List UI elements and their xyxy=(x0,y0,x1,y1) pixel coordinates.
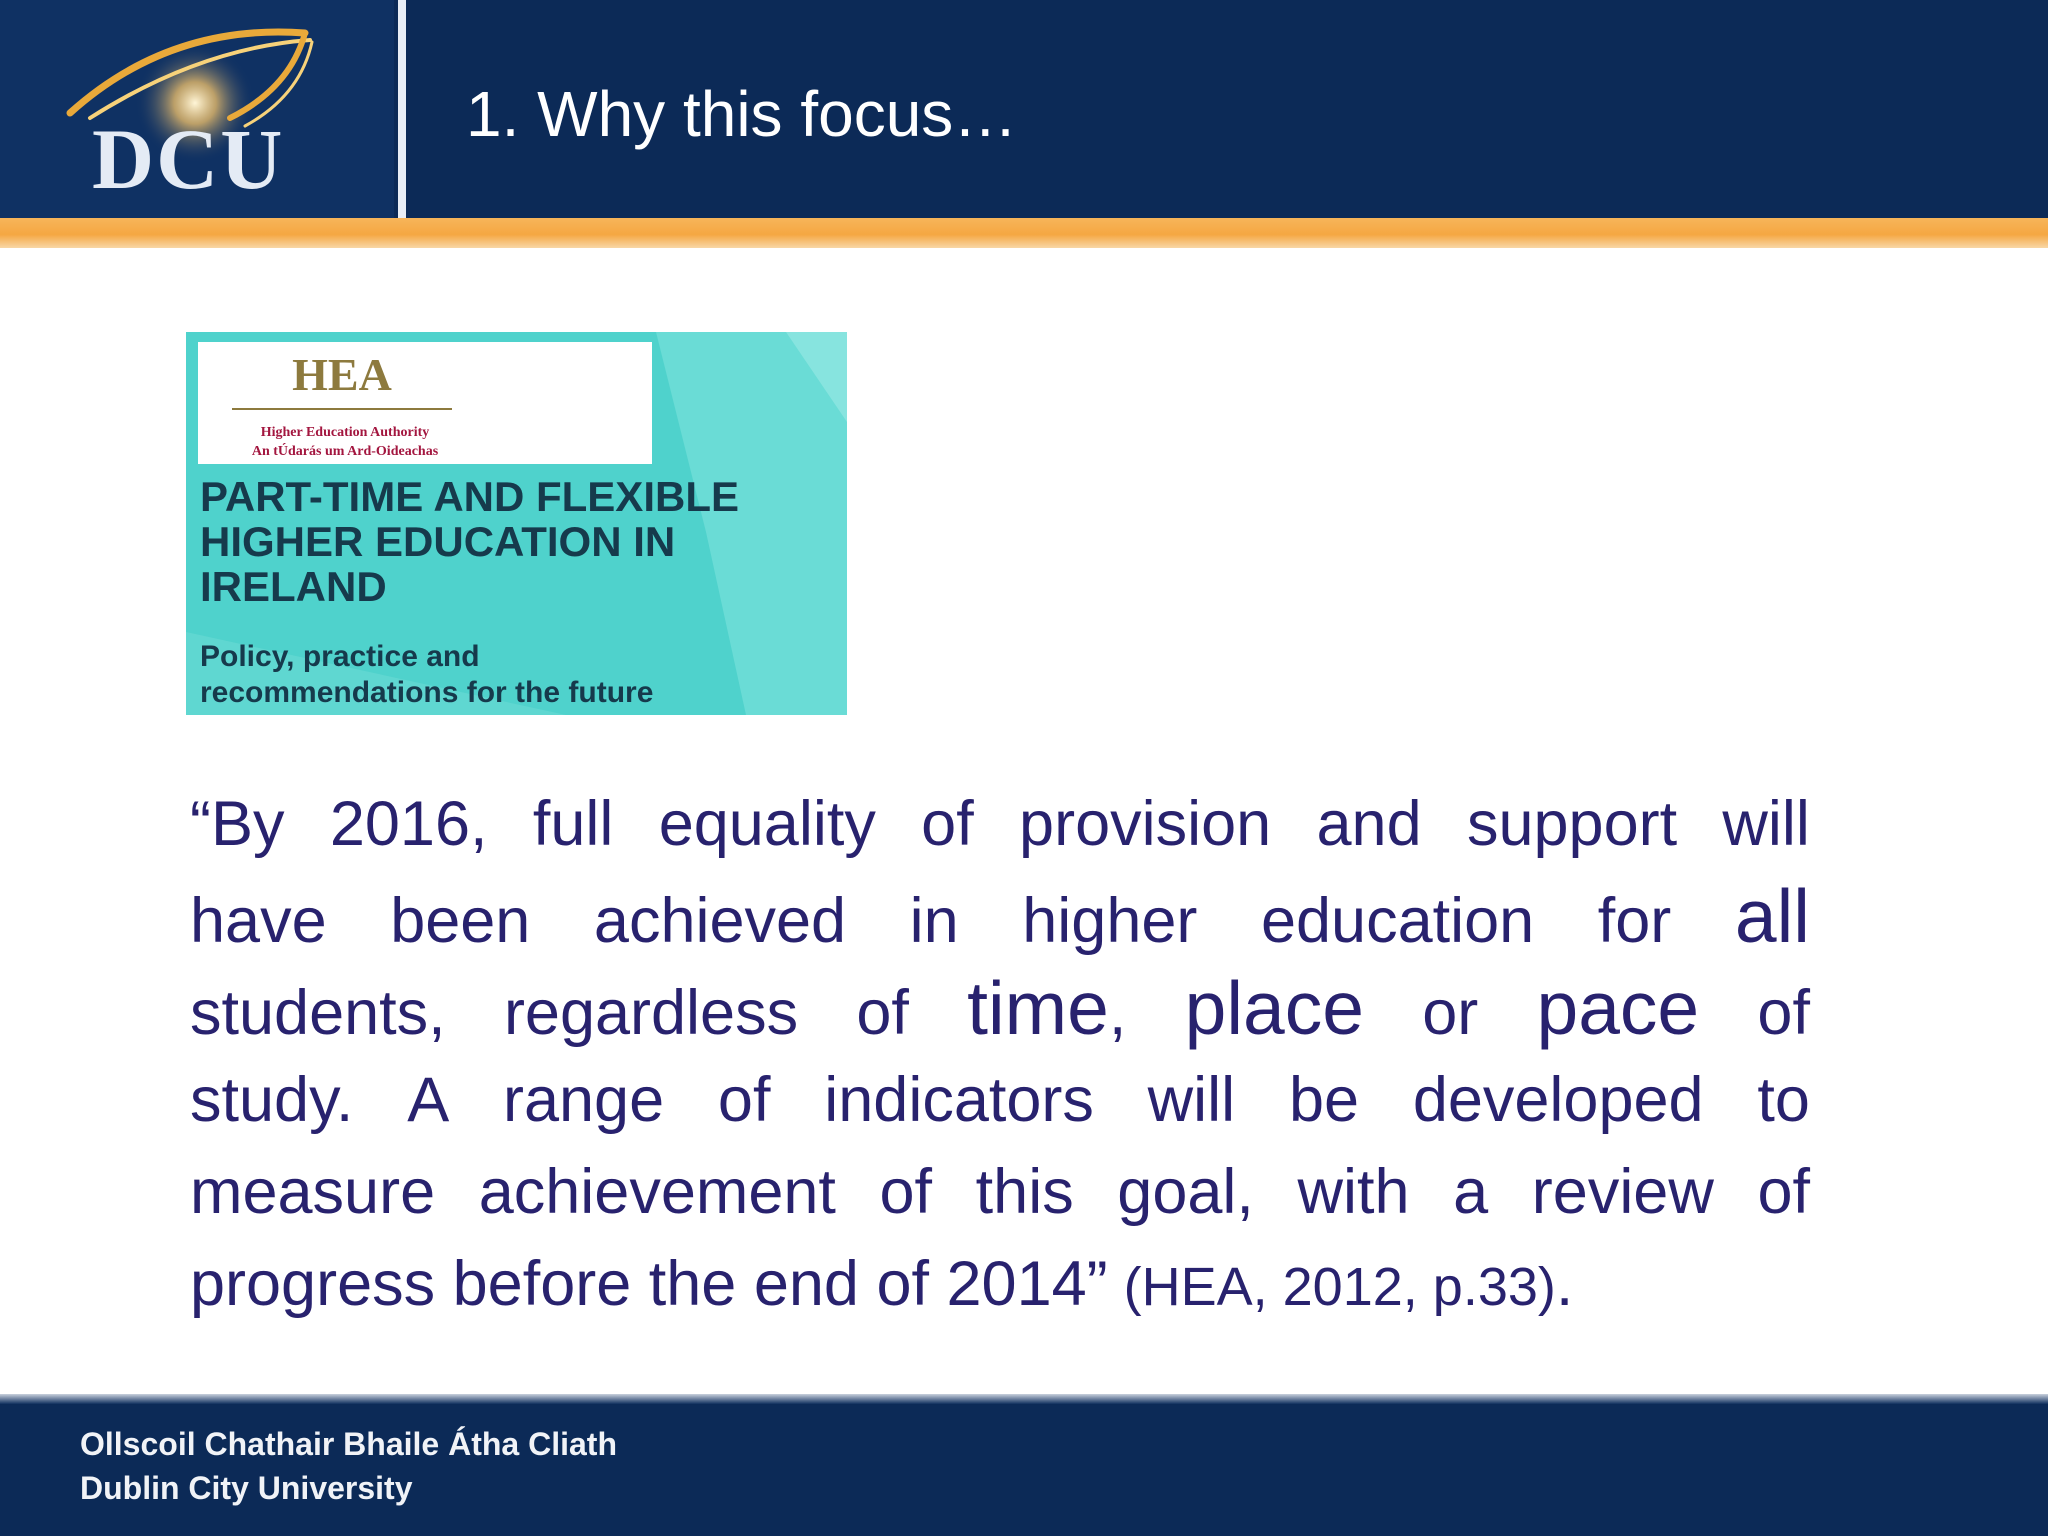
hea-name-irish: An tÚdarás um Ard-Oideachas xyxy=(251,444,439,459)
quote-word: regardless xyxy=(503,978,799,1048)
cover-subtitle-line: Policy, practice and xyxy=(200,640,480,673)
footer-university-irish: Ollscoil Chathair Bhaile Átha Cliath xyxy=(80,1426,617,1462)
quote-emphasis-time: time xyxy=(967,966,1109,1050)
quote-word-group xyxy=(967,962,1126,1059)
slide-title: 1. Why this focus… xyxy=(466,78,1018,150)
quote-citation: (HEA, 2012, p.33) xyxy=(1123,1257,1556,1317)
quote-word: support xyxy=(1466,789,1678,859)
quote-word: with xyxy=(1297,1157,1410,1227)
quote-word: in xyxy=(909,886,959,956)
quote-word: indicators xyxy=(824,1065,1094,1135)
quote-word: higher xyxy=(1022,886,1198,956)
quote-word: will xyxy=(1147,1065,1236,1135)
quote-word: developed xyxy=(1412,1065,1704,1135)
cover-subtitle-line: recommendations for the future xyxy=(200,676,654,709)
quote-word: of xyxy=(856,978,909,1048)
quote-line xyxy=(190,778,1810,870)
quote-word: will xyxy=(1722,789,1810,859)
header-divider xyxy=(398,0,406,218)
quote-word: achievement xyxy=(478,1157,836,1227)
quote-word: of xyxy=(879,1157,933,1227)
quote-emphasis-all: all xyxy=(1734,874,1810,958)
quote-line xyxy=(190,1146,1810,1238)
quote-word: for xyxy=(1597,886,1672,956)
quote-emphasis-place: place xyxy=(1184,966,1364,1050)
quote-word: study. xyxy=(190,1065,354,1135)
quote-word: of xyxy=(1757,978,1810,1048)
quote-word: goal, xyxy=(1117,1157,1254,1227)
cover-title-line: IRELAND xyxy=(200,563,387,610)
cover-title-line: HIGHER EDUCATION IN xyxy=(200,518,676,565)
hea-name-english: Higher Education Authority xyxy=(260,425,430,440)
footer-bar xyxy=(0,1404,2048,1536)
quote-word: be xyxy=(1288,1065,1360,1135)
hea-logo-rule xyxy=(232,408,452,410)
quote-word: been xyxy=(390,886,531,956)
hea-logo-box xyxy=(198,342,652,464)
quote-word: measure xyxy=(190,1157,436,1227)
quote-word: of xyxy=(717,1065,771,1135)
quote-word: review xyxy=(1531,1157,1714,1227)
quote-word: equality xyxy=(658,789,876,859)
quote-word: a xyxy=(1453,1157,1489,1227)
footer-shadow xyxy=(0,1394,2048,1404)
quote-word: students, xyxy=(190,978,446,1048)
cover-title-line: PART-TIME AND FLEXIBLE xyxy=(200,473,739,520)
quote-word: or xyxy=(1422,978,1479,1048)
quote-word: and xyxy=(1316,789,1422,859)
quote-word: have xyxy=(190,886,327,956)
quote-word: of xyxy=(921,789,974,859)
quote-line xyxy=(190,1238,1810,1330)
quote-text-end: progress before the end of 2014” xyxy=(190,1249,1108,1319)
quote-word: range xyxy=(503,1065,665,1135)
quote-comma: , xyxy=(1108,978,1127,1048)
quote-word: achieved xyxy=(593,886,847,956)
quote-word: of xyxy=(1757,1157,1810,1227)
quote-line xyxy=(190,962,1810,1054)
quote-word: education xyxy=(1260,886,1535,956)
report-cover-image xyxy=(186,332,847,715)
quote-word: provision xyxy=(1019,789,1272,859)
quote-line xyxy=(190,870,1810,962)
accent-stripe xyxy=(0,218,2048,248)
quote-emphasis-pace: pace xyxy=(1536,966,1700,1050)
policy-quote xyxy=(190,778,1810,1330)
quote-word: “By xyxy=(190,789,285,859)
header-bar xyxy=(0,0,2048,218)
dcu-logo xyxy=(0,0,394,218)
quote-line xyxy=(190,1054,1810,1146)
quote-word: this xyxy=(975,1157,1074,1227)
quote-word: to xyxy=(1757,1065,1810,1135)
hea-logo-acronym: HEA xyxy=(292,349,392,400)
footer-university-english: Dublin City University xyxy=(80,1470,413,1506)
quote-word: full xyxy=(532,789,614,859)
quote-word: 2016, xyxy=(329,789,488,859)
dcu-logo-text: DCU xyxy=(92,111,285,207)
quote-word: A xyxy=(407,1065,450,1135)
quote-period: . xyxy=(1555,1249,1574,1319)
